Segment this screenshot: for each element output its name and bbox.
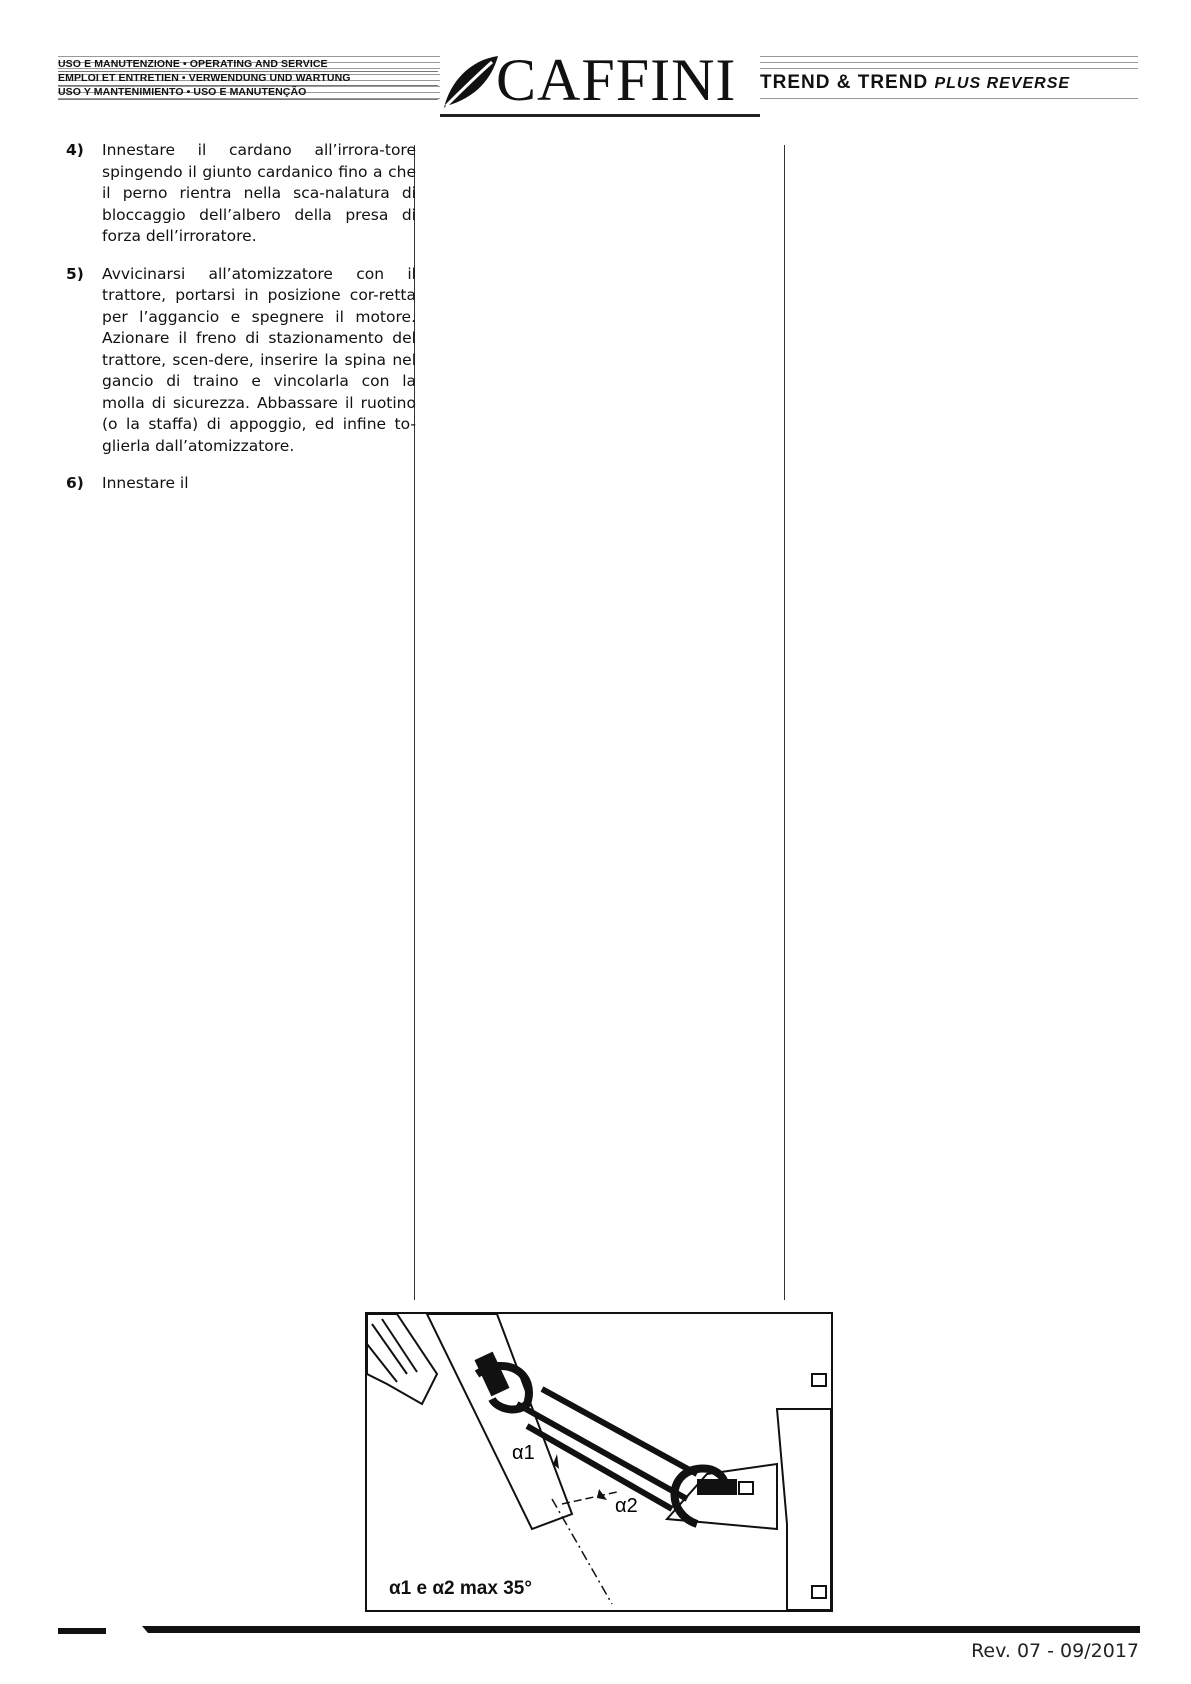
- revision-label: Rev. 07 - 09/2017: [971, 1640, 1139, 1662]
- model-main: TREND & TREND: [760, 72, 929, 93]
- header-manual-titles: [58, 58, 438, 100]
- alpha2-label: α2: [615, 1495, 638, 1517]
- footer-bar: [148, 1626, 1140, 1633]
- model-name: [760, 70, 1140, 96]
- step-text: Avvicinarsi all’atomizzatore con il trattore, portarsi in posizione cor-retta per l’aggancio e spegnere il motore. Azionare il freno di stazionamento del trattore, scen-dere, inserire la spina nel gancio di traino e vincolarla con la molla di sicurezza. Abbassare il ruotino (o la staffa) di appoggio, ed infine to-glierla dall’atomizzatore.: [102, 264, 416, 455]
- column-divider-2: [784, 145, 785, 1300]
- step-number: 5): [66, 264, 84, 283]
- alpha1-label: α1: [512, 1442, 535, 1464]
- header-line-1: USO E MANUTENZIONE • OPERATING AND SERVICE: [58, 58, 438, 72]
- step-number: 4): [66, 141, 84, 159]
- header-line-2: EMPLOI ET ENTRETIEN • VERWENDUNG UND WARTUNG: [58, 72, 438, 86]
- step-number: 6): [66, 474, 84, 492]
- step-5: [66, 264, 416, 458]
- model-plus: PLUS REVERSE: [934, 75, 1071, 92]
- footer-bar-left: [58, 1628, 106, 1634]
- step-text: Innestare il: [102, 474, 189, 492]
- logo-underline: [440, 114, 760, 117]
- header-line-3: USO Y MANTENIMIENTO • USO E MANUTENÇÃO: [58, 86, 438, 100]
- leaf-icon: [440, 52, 500, 112]
- step-6: [66, 473, 416, 495]
- step-4: [66, 140, 416, 248]
- cardan-shaft-drawing: [367, 1314, 831, 1610]
- cardan-angle-figure: [365, 1312, 833, 1612]
- instruction-steps: [66, 140, 416, 511]
- caffini-logo: [440, 46, 760, 116]
- step-text: Innestare il cardano all’irrora-tore spingendo il giunto cardanico fino a che il perno rientra nella sca-nalatura di bloccaggio dell’albero della presa di forza dell’irroratore.: [102, 141, 416, 245]
- logo-wordmark: CAFFINI: [496, 47, 737, 113]
- figure-caption: α1 e α2 max 35°: [389, 1578, 532, 1599]
